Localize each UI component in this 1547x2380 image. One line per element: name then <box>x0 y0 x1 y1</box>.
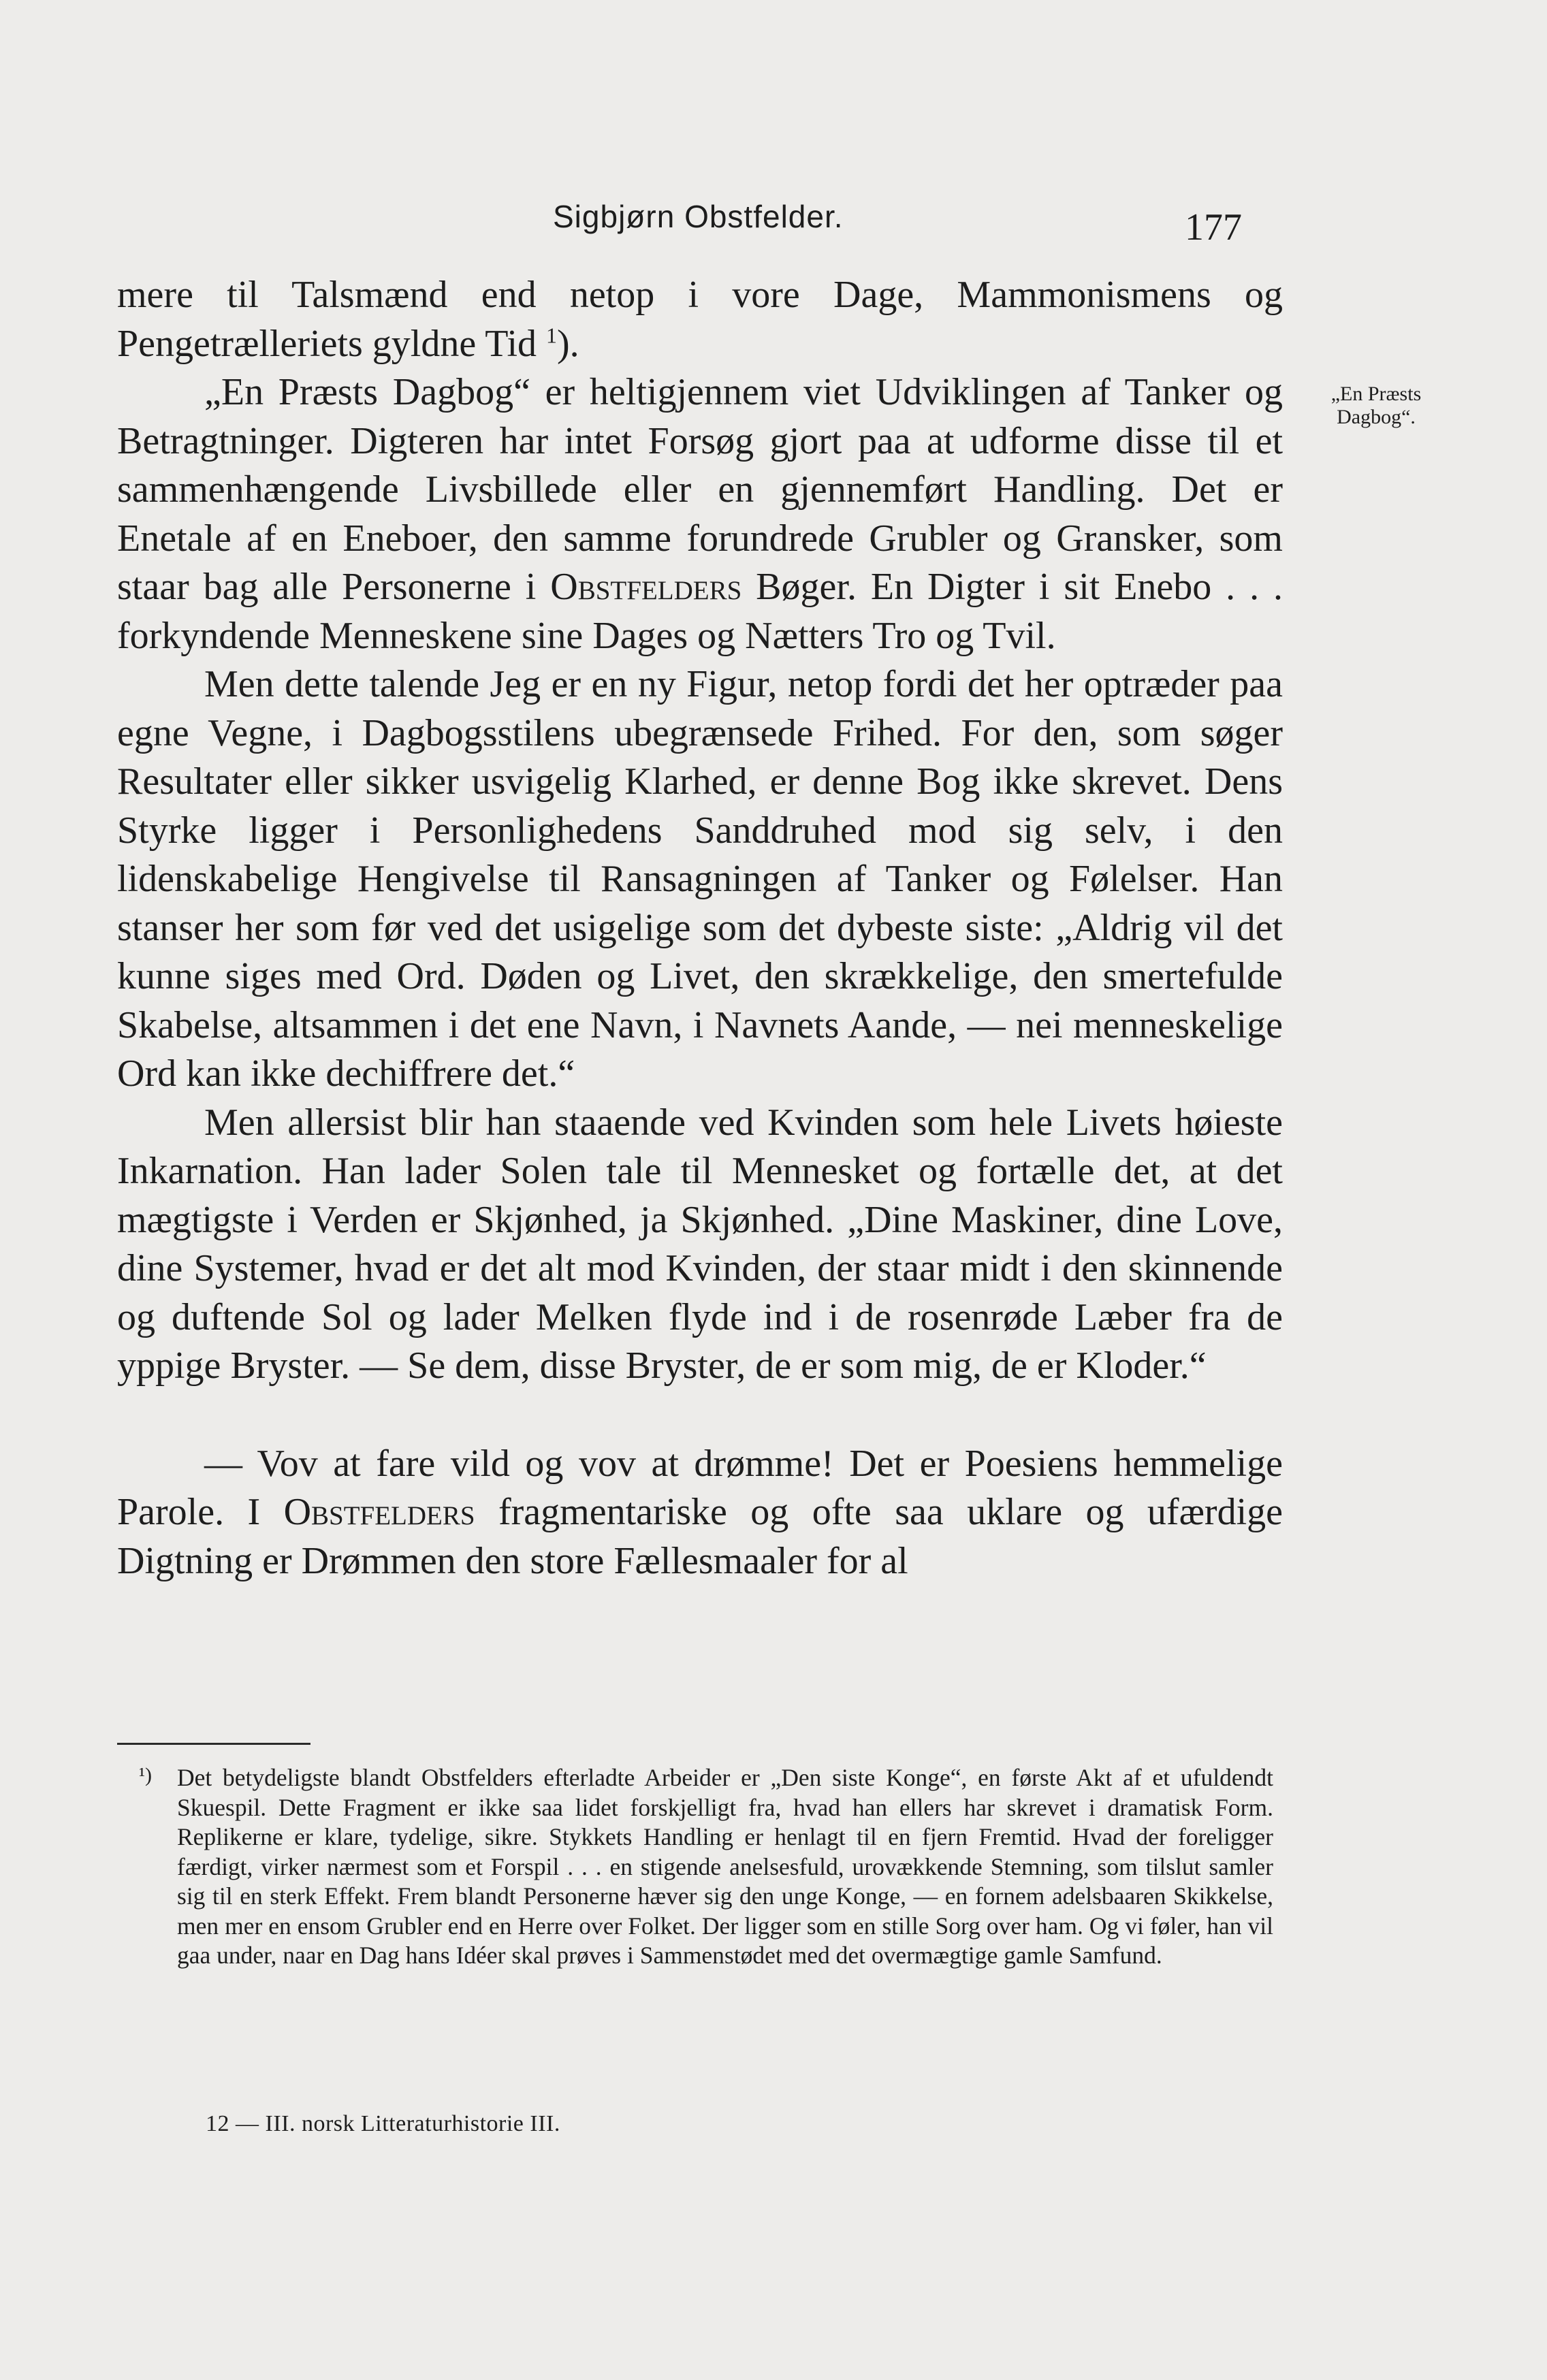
paragraph-text: „En Præsts Dagbog“ er heltigjennem viet Udviklingen af Tanker og Betragtninger. Digteren har intet Forsøg gjort paa at udforme disse til et sammenhængende Livsbillede eller en gjennemført Handling. Det er Enetale af en Eneboer, den samme forundrede Grubler og Gransker, som staar bag alle Personerne i <box>117 371 1283 608</box>
page-number: 177 <box>1185 206 1242 248</box>
paragraph-text: — Vov at fare vild og vov at drømme! Det er Poesiens hemmelige Parole. I <box>117 1442 1283 1533</box>
paragraph-text: mere til Talsmænd end netop i vore Dage, Mammonismens og Pengetrælleriets gyldne Tid <box>117 274 1283 365</box>
paragraph <box>117 271 1283 368</box>
footnote-mark: ¹) <box>139 1764 152 1786</box>
margin-note: „En Præsts Dagbog“. <box>1330 383 1422 428</box>
footnote-divider <box>117 1743 310 1745</box>
running-head <box>0 196 1547 248</box>
author-name-small-caps: Obstfelders <box>550 566 742 608</box>
paragraph-text: Bøger. En Digter i sit Enebo . . . forkyndende Menneskene sine Dages og Nætters Tro og Tvil. <box>117 566 1283 657</box>
printer-signature: 12 — III. norsk Litteraturhistorie III. <box>206 2111 560 2136</box>
footnote-text: Det betydeligste blandt Obstfelders efterladte Arbeider er „Den siste Konge“, en første Akt af et ufuldendt Skuespil. Dette Fragment er ikke saa lidet forskjelligt fra, hvad han ellers har skrevet i dramatisk Form. Replikerne er klare, tydelige, sikre. Stykkets Handling er henlagt til en fjern Fremtid. Hvad der foreligger færdigt, virker nærmest som et Forspil . . . en stigende anelsesfuld, urovækkende Stemning, som tilslut samler sig til en sterk Effekt. Frem blandt Personerne hæver sig den unge Konge, — en fornem adelsbaaren Skikkelse, men mer en ensom Grubler end en Herre over Folket. Der ligger som en stille Sorg over ham. Og vi føler, han vil gaa under, naar en Dag hans Idéer skal prøves i Sammenstødet med det overmægtige gamle Samfund. <box>177 1764 1273 1969</box>
paragraph <box>117 1440 1283 1586</box>
paragraph <box>117 368 1283 660</box>
paragraph-text: fragmentariske og ofte saa uklare og ufærdige Digtning er Drømmen den store Fællesmaaler for al <box>117 1491 1283 1582</box>
paragraph-text: ). <box>557 322 579 365</box>
paragraph: Men allersist blir han staaende ved Kvinden som hele Livets høieste Inkarnation. Han lader Solen tale til Mennesket og fortælle det, at det mægtigste i Verden er Skjønhed, ja Skjønhed. „Dine Maskiner, dine Love, dine Systemer, hvad er det alt mod Kvinden, der staar midt i den skinnende og duftende Sol og lader Melken flyde ind i de rosenrøde Læber fra de yppige Bryster. — Se dem, disse Bryster, de er som mig, de er Kloder.“ <box>117 1101 1283 1387</box>
body-text <box>117 271 1283 1586</box>
footnote-reference: 1 <box>546 322 557 347</box>
running-title: Sigbjørn Obstfelder. <box>553 199 844 234</box>
paragraph: Men dette talende Jeg er en ny Figur, netop fordi det her optræder paa egne Vegne, i Dagbogsstilens ubegrænsede Frihed. For den, som søger Resultater eller sikker usvigelig Klarhed, er denne Bog ikke skrevet. Dens Styrke ligger i Personlighedens Sanddruhed mod sig selv, i den lidenskabelige Hengivelse til Ransagningen af Tanker og Følelser. Han stanser her som før ved det usigelige som det dybeste siste: „Aldrig vil det kunne siges med Ord. Døden og Livet, den skrækkelige, den smertefulde Skabelse, altsammen i det ene Navn, i Navnets Aande, — nei menneskelige Ord kan ikke dechiffrere det.“ <box>117 663 1283 1095</box>
footnote <box>139 1763 1273 1971</box>
author-name-small-caps: Obstfelders <box>283 1491 475 1533</box>
